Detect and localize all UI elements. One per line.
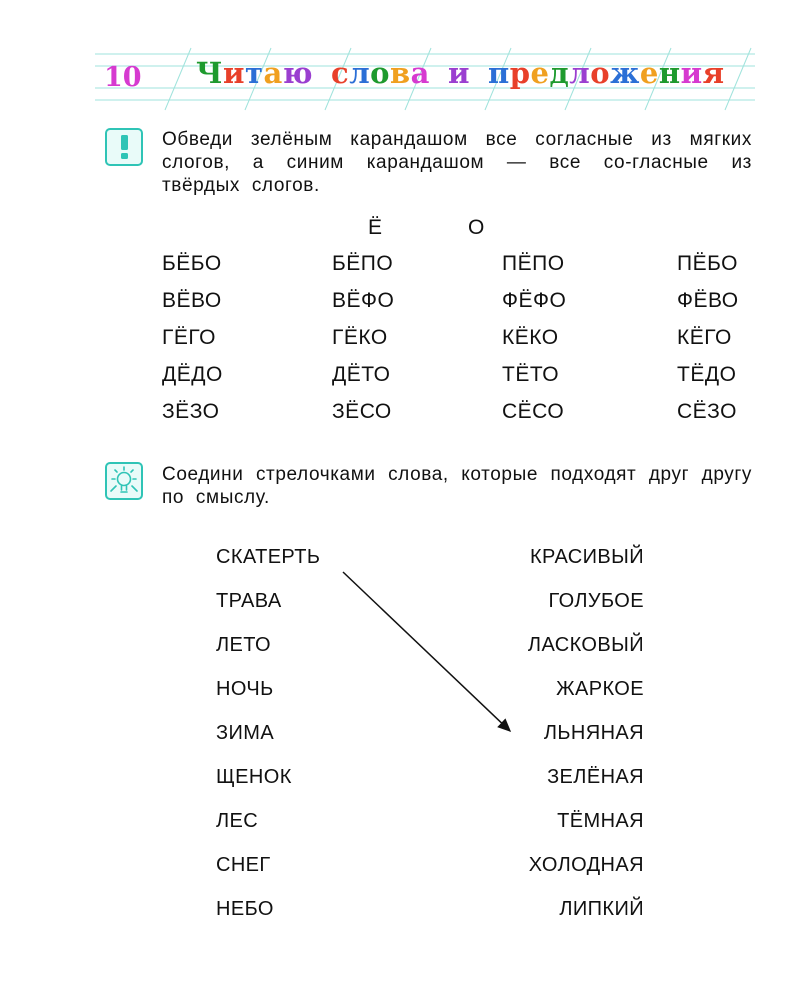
title-letter: в — [390, 56, 411, 90]
left-word: ЩЕНОК — [216, 766, 292, 788]
title-letter: и — [447, 56, 470, 90]
syllable: ПЁБО — [677, 252, 738, 275]
title-letter: Ч — [196, 56, 223, 90]
right-word: ГОЛУБОЕ — [548, 590, 644, 612]
title-letter: а — [410, 56, 430, 90]
syllable: ФЁФО — [502, 289, 567, 312]
syllable: БЁБО — [162, 252, 222, 275]
right-word: ТЁМНАЯ — [557, 810, 644, 832]
left-word: СНЕГ — [216, 854, 271, 876]
title-letter: я — [702, 56, 725, 90]
syllable: КЁКО — [502, 326, 559, 349]
title-letter: о — [590, 56, 611, 90]
title-letter: л — [569, 56, 591, 90]
title-letter: а — [263, 56, 283, 90]
left-word: ЛЕТО — [216, 634, 271, 656]
title-letter: с — [331, 56, 350, 90]
left-word: ТРАВА — [216, 590, 282, 612]
title-letter: о — [370, 56, 390, 90]
left-word: НЕБО — [216, 898, 274, 920]
task2-instruction: Соедини стрелочками слова, которые подходят друг другу по смыслу. — [162, 464, 752, 508]
syllable: БЁПО — [332, 252, 394, 275]
syllable: ВЁВО — [162, 289, 222, 312]
task1-instruction: Обведи зелёным карандашом все согласные из мягких слогов, а синим карандашом — все со-гласные из твёрдых слогов. — [162, 129, 752, 196]
syllable: ПЁПО — [502, 252, 565, 275]
title-letter: д — [549, 56, 570, 90]
syllable: ЗЁСО — [332, 400, 392, 423]
syllable: ТЁТО — [502, 363, 560, 386]
vowel-yo: Ё — [368, 216, 383, 239]
right-word: ХОЛОДНАЯ — [528, 854, 644, 876]
title-letter: ю — [282, 56, 314, 90]
syllable: ДЁТО — [332, 363, 391, 386]
right-word: КРАСИВЫЙ — [530, 546, 644, 568]
left-word: НОЧЬ — [216, 678, 274, 700]
right-word: ЛЬНЯНАЯ — [543, 722, 644, 744]
left-word: ЛЕС — [216, 810, 259, 832]
syllable: ВЁФО — [332, 289, 395, 312]
title-letter: п — [487, 56, 510, 90]
page-number: 10 — [104, 62, 142, 93]
title-letter: и — [222, 56, 245, 90]
title-letter: ж — [610, 56, 640, 90]
title-letter: е — [530, 56, 550, 90]
syllable: ГЁГО — [162, 326, 216, 349]
title-letter: е — [639, 56, 659, 90]
title-letter: т — [245, 56, 264, 90]
title-letter: и — [680, 56, 703, 90]
syllable: СЁСО — [502, 400, 565, 423]
syllable: ТЁДО — [677, 363, 737, 386]
right-word: ЛИПКИЙ — [559, 898, 644, 920]
syllable: ГЁКО — [332, 326, 388, 349]
right-word: ЗЕЛЁНАЯ — [547, 766, 644, 788]
syllable: ЗЁЗО — [162, 400, 220, 423]
title-letter: р — [509, 56, 531, 90]
right-word: ЖАРКОЕ — [556, 678, 644, 700]
title-letter: н — [658, 56, 681, 90]
syllable: КЁГО — [677, 326, 732, 349]
syllable: ФЁВО — [677, 289, 739, 312]
left-word: ЗИМА — [216, 722, 275, 744]
title-letter: л — [349, 56, 371, 90]
syllable: СЁЗО — [677, 400, 737, 423]
left-word: СКАТЕРТЬ — [216, 546, 321, 568]
right-word: ЛАСКОВЫЙ — [527, 634, 644, 656]
vowel-o: О — [468, 216, 485, 239]
syllable: ДЁДО — [162, 363, 223, 386]
